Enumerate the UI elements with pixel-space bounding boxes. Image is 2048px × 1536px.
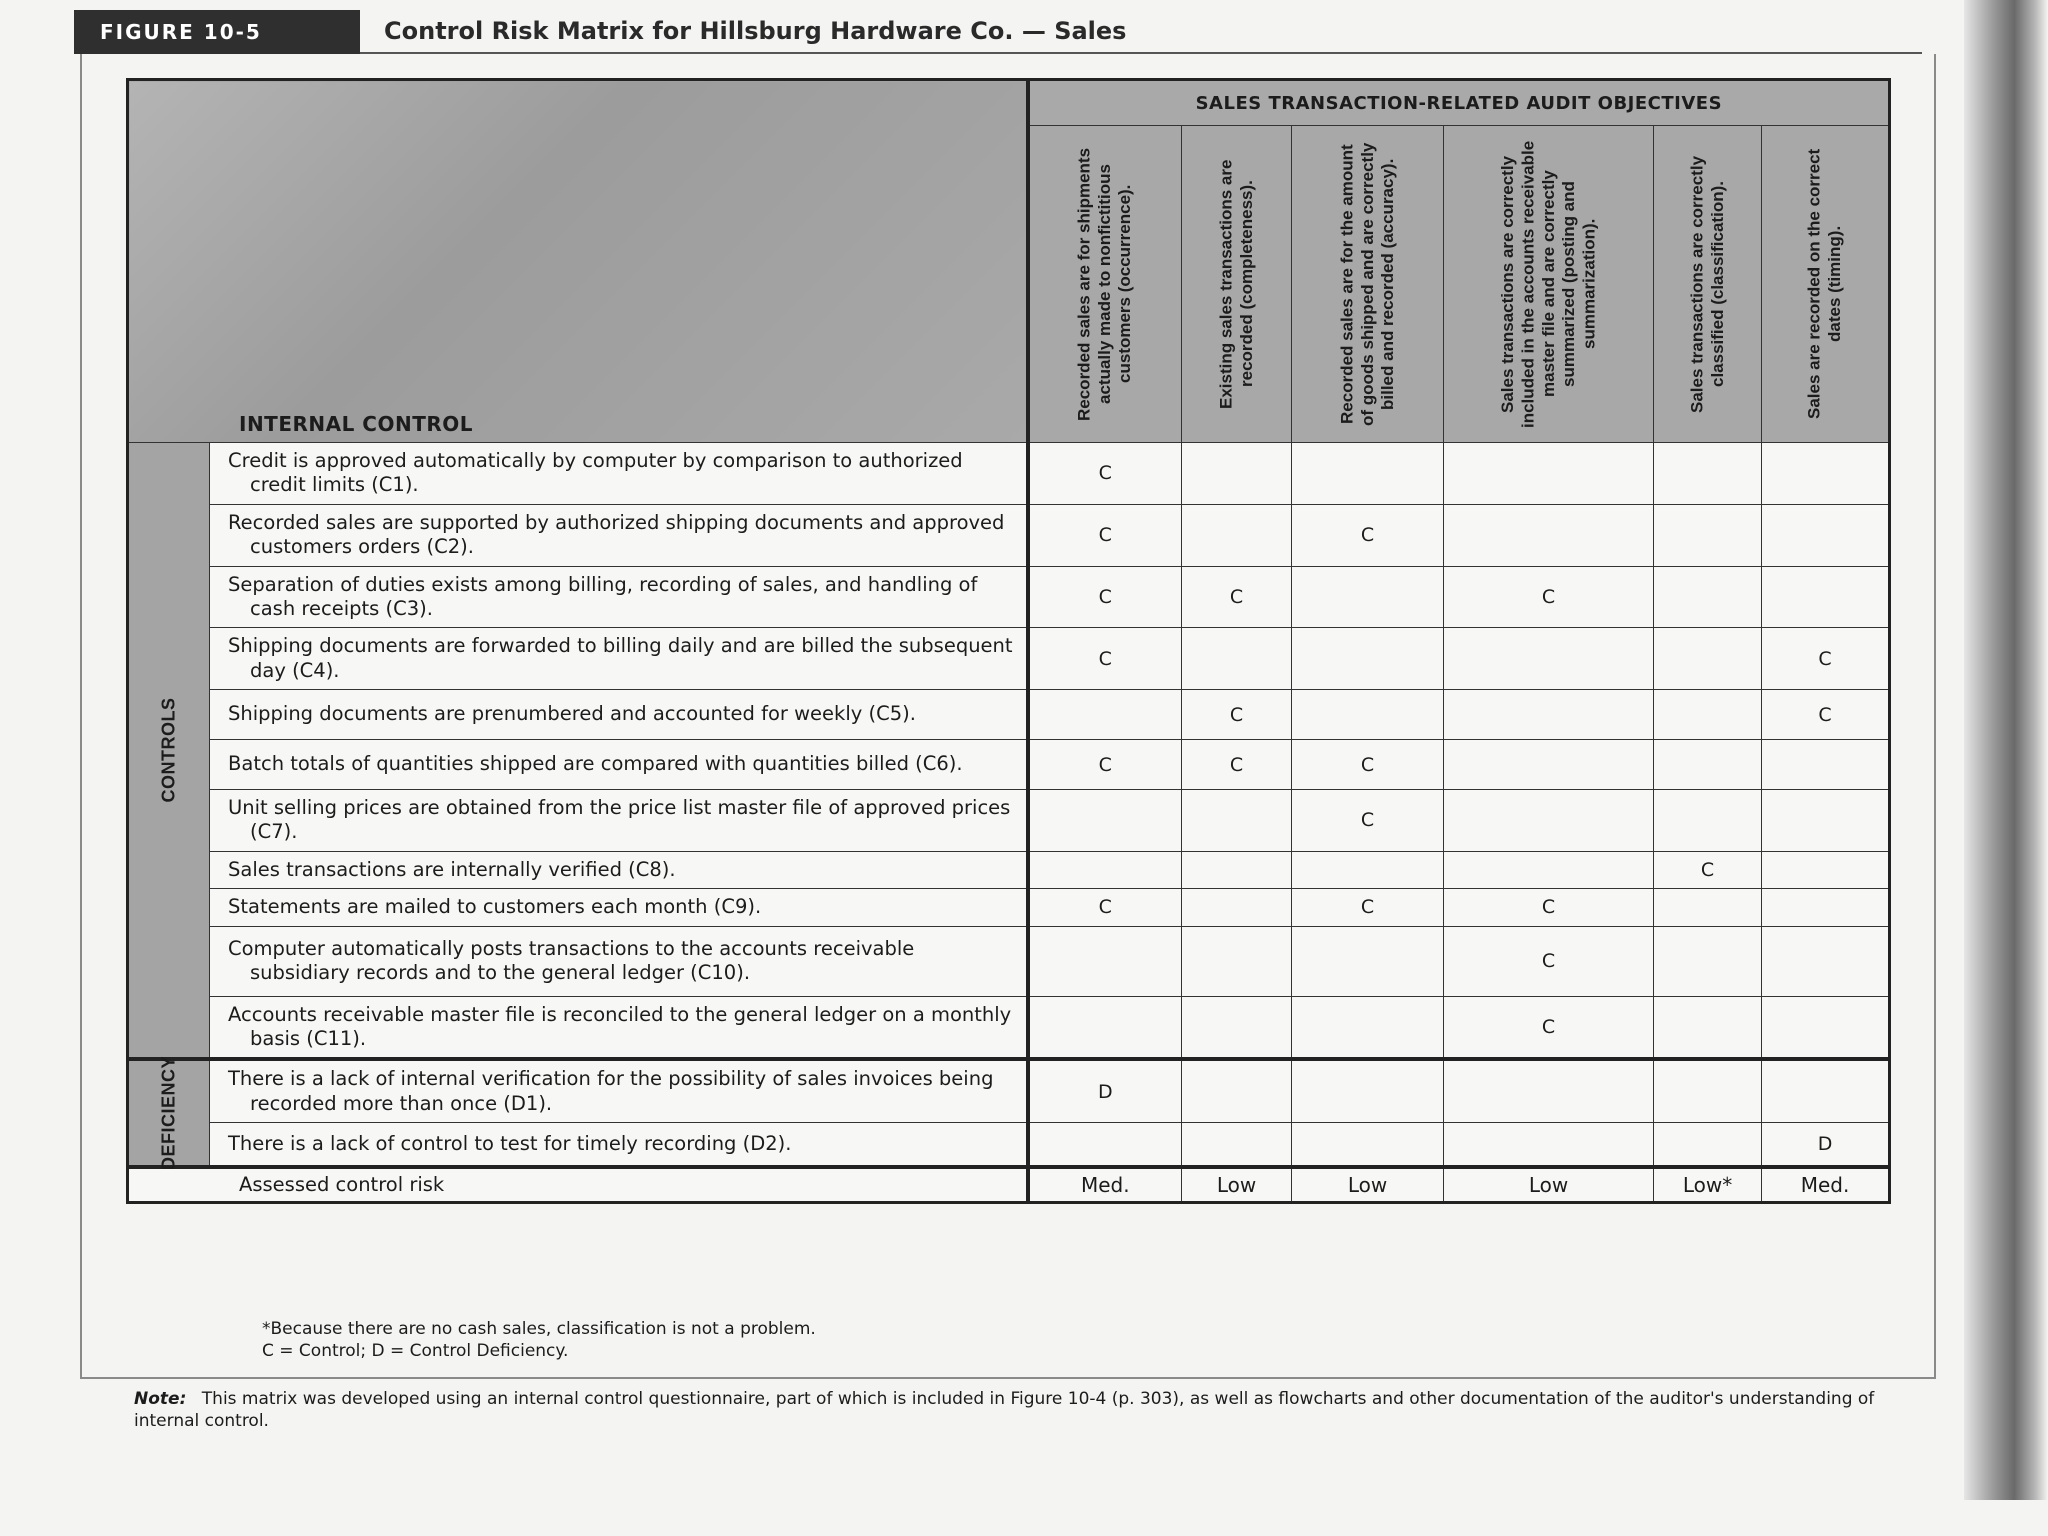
control-row — [128, 443, 1890, 505]
matrix-cell-mark — [1654, 443, 1762, 505]
matrix-cell-mark — [1182, 926, 1292, 996]
assessed-risk-value: Low* — [1654, 1167, 1762, 1203]
matrix-cell-mark — [1762, 889, 1890, 926]
matrix-cell-mark: C — [1292, 504, 1444, 566]
control-description — [210, 628, 1028, 690]
control-text: Separation of duties exists among billing, recording of sales, and handling of cash receipts (C3). — [228, 572, 978, 620]
matrix-cell-mark: C — [1028, 504, 1182, 566]
control-description — [210, 504, 1028, 566]
matrix-cell-mark — [1762, 996, 1890, 1059]
figure-note — [134, 1388, 1894, 1432]
control-description — [210, 996, 1028, 1059]
matrix-cell-mark: C — [1182, 566, 1292, 628]
control-description — [210, 443, 1028, 505]
matrix-cell-mark: C — [1654, 851, 1762, 888]
assessed-risk-row — [128, 1167, 1890, 1203]
matrix-cell-mark: C — [1182, 690, 1292, 740]
matrix-cell-mark — [1762, 851, 1890, 888]
matrix-cell-mark — [1654, 996, 1762, 1059]
matrix-cell-mark — [1762, 926, 1890, 996]
matrix-cell-mark — [1444, 504, 1654, 566]
matrix-cell-mark: C — [1762, 628, 1890, 690]
matrix-cell-mark: C — [1444, 889, 1654, 926]
matrix-cell-mark: C — [1762, 690, 1890, 740]
matrix-cell-mark — [1654, 790, 1762, 852]
matrix-cell-mark: C — [1028, 628, 1182, 690]
matrix-cell-mark — [1654, 690, 1762, 740]
matrix-cell-mark: C — [1028, 889, 1182, 926]
control-text: Unit selling prices are obtained from the price list master file of approved prices (C7). — [228, 796, 1011, 844]
matrix-cell-mark — [1182, 996, 1292, 1059]
control-row — [128, 628, 1890, 690]
matrix-cell-mark — [1292, 690, 1444, 740]
deficiency-row — [128, 1123, 1890, 1167]
control-description — [210, 851, 1028, 888]
matrix-cell-mark — [1292, 996, 1444, 1059]
matrix-cell-mark — [1444, 740, 1654, 790]
assessed-risk-label: Assessed control risk — [128, 1167, 1028, 1203]
matrix-cell-mark — [1444, 1059, 1654, 1122]
scanned-page-edge — [1964, 0, 2048, 1500]
matrix-cell-mark — [1292, 926, 1444, 996]
assessed-risk-value: Low — [1444, 1167, 1654, 1203]
objective-header-classification: Sales transactions are correctly classified (classification). — [1654, 126, 1762, 443]
matrix-cell-mark — [1444, 790, 1654, 852]
assessed-risk-value: Low — [1182, 1167, 1292, 1203]
matrix-cell-mark — [1762, 504, 1890, 566]
note-text: This matrix was developed using an internal control questionnaire, part of which is included in Figure 10-4 (p. 303), as well as flowcharts and other documentation of the auditor's understanding of internal control. — [134, 1389, 1875, 1432]
matrix-cell-mark — [1028, 690, 1182, 740]
control-text: Shipping documents are forwarded to billing daily and are billed the subsequent day (C4). — [228, 634, 1013, 682]
matrix-cell-mark — [1654, 504, 1762, 566]
control-row — [128, 851, 1890, 888]
matrix-cell-mark — [1762, 740, 1890, 790]
matrix-cell-mark: C — [1292, 740, 1444, 790]
control-text: Accounts receivable master file is reconciled to the general ledger on a monthly basis (C11). — [228, 1002, 1012, 1050]
matrix-cell-mark — [1028, 926, 1182, 996]
objective-header-posting: Sales transactions are correctly included in the accounts receivable master file and are correctly summarized (posting and summarization). — [1444, 126, 1654, 443]
assessed-risk-value: Low — [1292, 1167, 1444, 1203]
control-row — [128, 889, 1890, 926]
matrix-cell-mark: C — [1444, 566, 1654, 628]
deficiency-section-label-cell — [128, 1055, 210, 1170]
matrix-cell-mark — [1444, 443, 1654, 505]
matrix-cell-mark: D — [1028, 1059, 1182, 1122]
matrix-cell-mark — [1182, 790, 1292, 852]
objectives-group-header: SALES TRANSACTION-RELATED AUDIT OBJECTIVES — [1028, 80, 1890, 126]
control-text: Batch totals of quantities shipped are compared with quantities billed (C6). — [228, 752, 963, 776]
control-row — [128, 504, 1890, 566]
objective-header-accuracy: Recorded sales are for the amount of goods shipped and are correctly billed and recorded (accuracy). — [1292, 126, 1444, 443]
control-description — [210, 889, 1028, 926]
control-risk-matrix — [126, 78, 1891, 1204]
matrix-cell-mark — [1444, 628, 1654, 690]
matrix-cell-mark — [1028, 1123, 1182, 1167]
matrix-cell-mark — [1654, 1123, 1762, 1167]
control-description — [210, 790, 1028, 852]
deficiency-description — [210, 1123, 1028, 1167]
figure-label: FIGURE 10-5 — [74, 10, 360, 54]
control-section-label: CONTROLS — [158, 697, 179, 803]
matrix-cell-mark — [1182, 851, 1292, 888]
matrix-cell-mark: C — [1292, 790, 1444, 852]
control-text: Statements are mailed to customers each month (C9). — [228, 895, 762, 919]
control-text: Shipping documents are prenumbered and accounted for weekly (C5). — [228, 702, 916, 726]
assessed-risk-value: Med. — [1028, 1167, 1182, 1203]
control-row — [128, 566, 1890, 628]
matrix-cell-mark — [1762, 566, 1890, 628]
control-row — [128, 740, 1890, 790]
control-description — [210, 690, 1028, 740]
matrix-cell-mark: C — [1444, 926, 1654, 996]
deficiency-description — [210, 1059, 1028, 1122]
objective-header-occurrence: Recorded sales are for shipments actually made to nonfictitious customers (occurrence). — [1028, 126, 1182, 443]
matrix-cell-mark — [1654, 628, 1762, 690]
matrix-cell-mark — [1182, 889, 1292, 926]
matrix-cell-mark — [1182, 1123, 1292, 1167]
control-text: Sales transactions are internally verified (C8). — [228, 857, 676, 881]
control-text: Credit is approved automatically by computer by comparison to authorized credit limits (C1). — [228, 449, 963, 497]
objective-header-timing: Sales are recorded on the correct dates (timing). — [1762, 126, 1890, 443]
matrix-cell-mark — [1182, 504, 1292, 566]
matrix-cell-mark — [1654, 889, 1762, 926]
footnote-legend: C = Control; D = Control Deficiency. — [262, 1341, 569, 1362]
matrix-cell-mark: D — [1762, 1123, 1890, 1167]
matrix-cell-mark — [1028, 790, 1182, 852]
footnotes — [262, 1318, 816, 1362]
matrix-cell-mark — [1654, 740, 1762, 790]
internal-control-header-cell — [128, 80, 1028, 443]
control-section-label-cell — [128, 443, 210, 1060]
matrix-cell-mark — [1292, 566, 1444, 628]
deficiency-text: There is a lack of control to test for timely recording (D2). — [228, 1131, 792, 1155]
deficiency-row — [128, 1059, 1890, 1122]
control-row — [128, 996, 1890, 1059]
control-row — [128, 926, 1890, 996]
matrix-cell-mark — [1444, 851, 1654, 888]
matrix-cell-mark — [1292, 628, 1444, 690]
matrix-cell-mark — [1028, 851, 1182, 888]
matrix-cell-mark — [1444, 1123, 1654, 1167]
matrix-cell-mark — [1292, 1059, 1444, 1122]
matrix-cell-mark — [1182, 1059, 1292, 1122]
figure-header — [74, 10, 1922, 54]
control-row — [128, 690, 1890, 740]
matrix-cell-mark — [1292, 851, 1444, 888]
assessed-risk-value: Med. — [1762, 1167, 1890, 1203]
control-row — [128, 790, 1890, 852]
deficiency-section-label: DEFICIENCY — [158, 1055, 179, 1170]
deficiency-text: There is a lack of internal verification for the possibility of sales invoices being recorded more than once (D1). — [228, 1067, 994, 1115]
objective-header-completeness: Existing sales transactions are recorded (completeness). — [1182, 126, 1292, 443]
matrix-cell-mark — [1654, 566, 1762, 628]
matrix-cell-mark — [1762, 1059, 1890, 1122]
control-text: Recorded sales are supported by authorized shipping documents and approved customers orders (C2). — [228, 510, 1005, 559]
control-description — [210, 740, 1028, 790]
control-description — [210, 926, 1028, 996]
matrix-cell-mark: C — [1028, 443, 1182, 505]
matrix-cell-mark: C — [1444, 996, 1654, 1059]
matrix-cell-mark — [1444, 690, 1654, 740]
matrix-cell-mark — [1654, 1059, 1762, 1122]
internal-control-header: INTERNAL CONTROL — [239, 412, 474, 436]
matrix-cell-mark — [1182, 628, 1292, 690]
matrix-cell-mark: C — [1182, 740, 1292, 790]
matrix-cell-mark — [1762, 443, 1890, 505]
note-label: Note: — [134, 1389, 187, 1409]
matrix-cell-mark — [1182, 443, 1292, 505]
matrix-cell-mark — [1654, 926, 1762, 996]
control-description — [210, 566, 1028, 628]
matrix-cell-mark — [1292, 443, 1444, 505]
figure-title: Control Risk Matrix for Hillsburg Hardware Co. — Sales — [360, 10, 1922, 54]
matrix-cell-mark: C — [1028, 566, 1182, 628]
matrix-cell-mark: C — [1292, 889, 1444, 926]
footnote-classification: *Because there are no cash sales, classification is not a problem. — [262, 1319, 816, 1339]
control-text: Computer automatically posts transactions to the accounts receivable subsidiary records and to the general ledger (C10). — [228, 936, 915, 984]
matrix-cell-mark — [1762, 790, 1890, 852]
matrix-body — [128, 443, 1890, 1203]
matrix-cell-mark — [1292, 1123, 1444, 1167]
matrix-cell-mark — [1028, 996, 1182, 1059]
matrix-cell-mark: C — [1028, 740, 1182, 790]
